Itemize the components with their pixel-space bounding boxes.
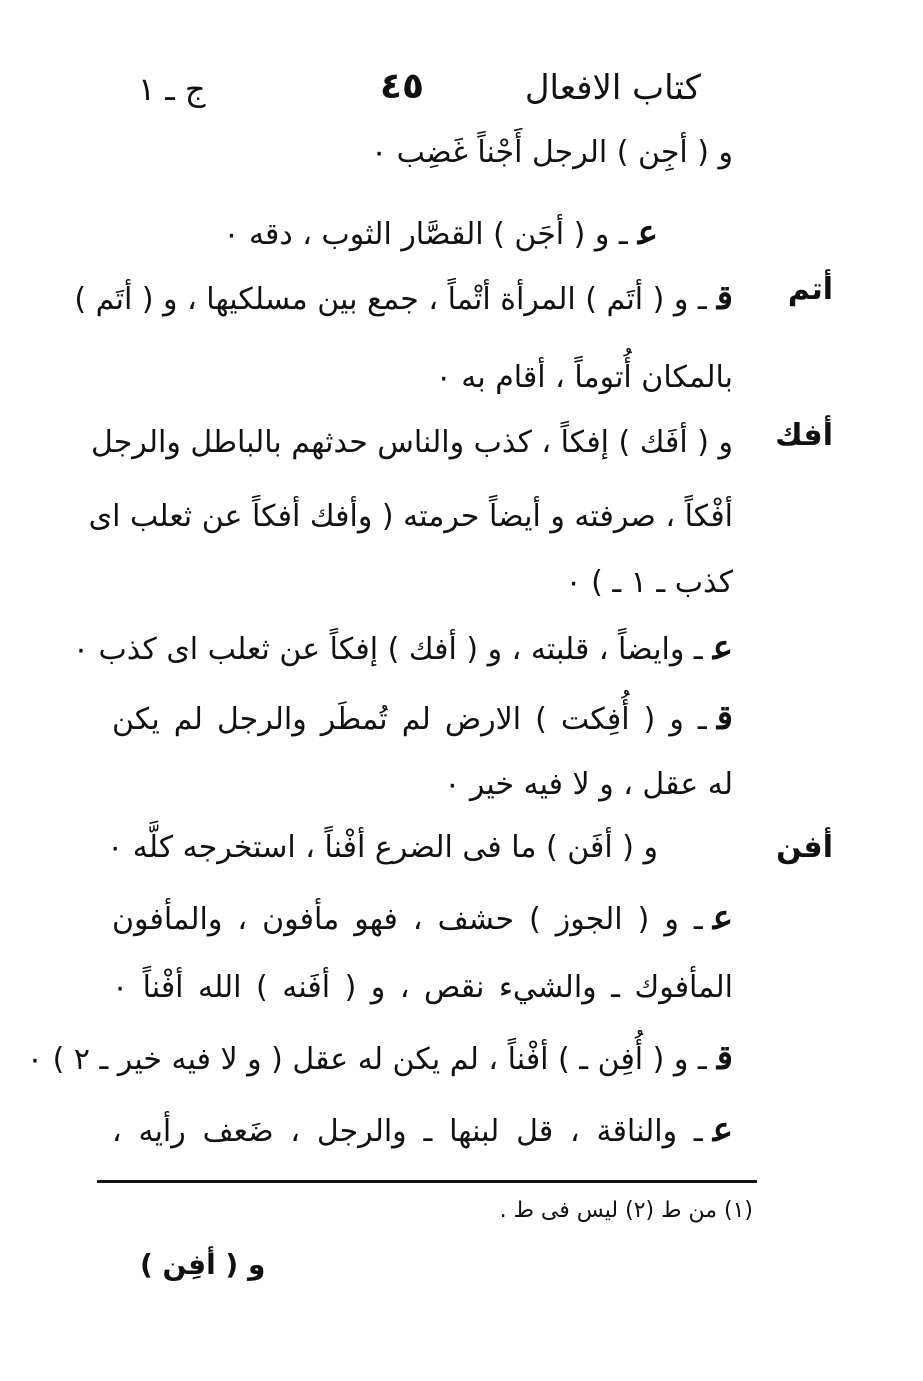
text-line [223, 213, 658, 255]
line-text: ـ و ( أتَم ) المرأة أتْماً ، جمع بين مسلكيها ، و ( أتَم ) [74, 282, 707, 317]
text-line [74, 278, 733, 320]
text-line [444, 765, 733, 805]
line-text: و ( أجِن ) الرجل أَجْناً غَضِب ٠ [370, 135, 733, 170]
line-marker: ق [716, 698, 733, 738]
page-number: ٤٥ [380, 66, 424, 107]
text-line [112, 968, 733, 1008]
text-line [26, 1038, 733, 1080]
text-line [88, 497, 733, 537]
line-text: المأفوك ـ والشيء نقص ، و ( أفَنه ) الله أفْناً ٠ [112, 970, 733, 1005]
line-marker: ق [716, 1038, 733, 1078]
line-text: بالمكان أُتوماً ، أقام به ٠ [435, 360, 733, 395]
line-text: و ( أفَن ) ما فى الضرع أفْناً ، استخرجه كلَّه ٠ [107, 830, 658, 865]
text-line [107, 828, 658, 868]
line-text: ـ والناقة ، قل لبنها ـ والرجل ، ضَعف رأيه ، [112, 1114, 703, 1149]
line-marker: ع [637, 213, 658, 253]
margin-headword-afn: أفن [776, 830, 833, 865]
line-marker: ع [712, 1110, 733, 1150]
text-line [371, 133, 733, 173]
line-text: أفْكاً ، صرفته و أيضاً حرمته ( وأفك أفكاً عن ثعلب اى [88, 499, 733, 534]
text-line [566, 563, 734, 603]
text-line [112, 898, 733, 940]
text-line [73, 628, 733, 670]
volume-label: ج ـ ١ [138, 70, 206, 108]
line-text: له عقل ، و لا فيه خير ٠ [444, 767, 733, 802]
text-line [436, 358, 733, 398]
footnote-divider [97, 1180, 757, 1183]
line-marker: ع [712, 898, 733, 938]
margin-headword-atm: أتم [787, 272, 833, 307]
line-text: ـ و ( أجَن ) القصَّار الثوب ، دقه ٠ [223, 217, 628, 252]
page-header [0, 60, 923, 120]
footnote: (١) من ط (٢) ليس فى ط . [499, 1198, 753, 1223]
line-text: ـ و ( أُفِكت ) الارض لم تُمطَر والرجل لم يكن [112, 702, 707, 737]
line-text: و ( أفَك ) إفكاً ، كذب والناس حدثهم بالباطل والرجل [91, 425, 733, 460]
line-text: ـ وايضاً ، قلبته ، و ( أفك ) إفكاً عن ثعلب اى كذب ٠ [72, 632, 703, 667]
book-title: كتاب الافعال [524, 68, 701, 108]
line-text: ـ و ( أُفِن ـ ) أفْناً ، لم يكن له عقل ( و لا فيه خير ـ ٢ ) ٠ [26, 1042, 707, 1077]
margin-headword-afk: أفك [775, 418, 833, 453]
line-marker: ع [712, 628, 733, 668]
line-marker: ق [716, 278, 733, 318]
text-line [112, 1110, 733, 1152]
line-text: ـ و ( الجوز ) حشف ، فهو مأفون ، والمأفون [112, 902, 703, 937]
line-text: كذب ـ ١ ـ ) ٠ [565, 565, 733, 600]
text-line [91, 423, 733, 463]
catchword: و ( أفِن ) [140, 1248, 266, 1281]
text-line [112, 698, 733, 740]
